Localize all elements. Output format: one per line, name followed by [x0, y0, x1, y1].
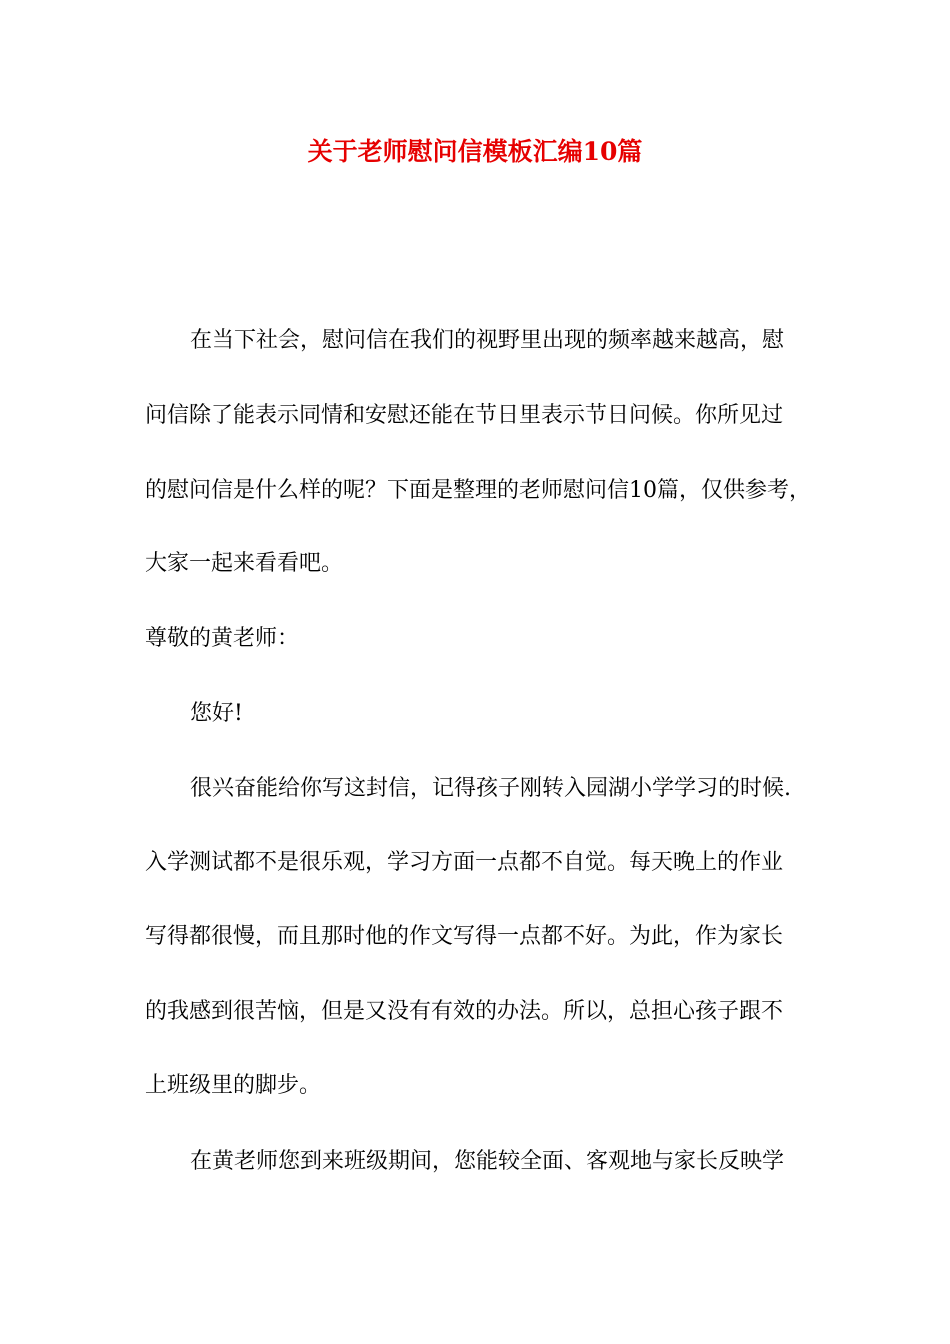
paragraph-line: 在黄老师您到来班级期间，您能较全面、客观地与家长反映学: [190, 1149, 785, 1174]
paragraph-line: 在当下社会，慰问信在我们的视野里出现的频率越来越高，慰: [190, 328, 785, 353]
greeting: 您好!: [190, 701, 243, 726]
paragraph-line: 很兴奋能给你写这封信，记得孩子刚转入园湖小学学习的时候.: [190, 776, 791, 801]
salutation: 尊敬的黄老师：: [145, 626, 300, 651]
paragraph-line: 的慰问信是什么样的呢？下面是整理的老师慰问信10篇，仅供参考，: [145, 478, 811, 503]
paragraph-line: 写得都很慢，而且那时他的作文写得一点都不好。为此，作为家长: [145, 924, 784, 949]
paragraph-line: 入学测试都不是很乐观，学习方面一点都不自觉。每天晚上的作业: [145, 850, 784, 875]
paragraph-line: 上班级里的脚步。: [145, 1073, 322, 1098]
paragraph-line: 的我感到很苦恼，但是又没有有效的办法。所以，总担心孩子跟不: [145, 999, 784, 1024]
paragraph-line: 大家一起来看看吧。: [145, 551, 344, 576]
paragraph-line: 问信除了能表示同情和安慰还能在节日里表示节日问候。你所见过: [145, 403, 784, 428]
document-title: 关于老师慰问信模板汇编10篇: [307, 137, 643, 166]
